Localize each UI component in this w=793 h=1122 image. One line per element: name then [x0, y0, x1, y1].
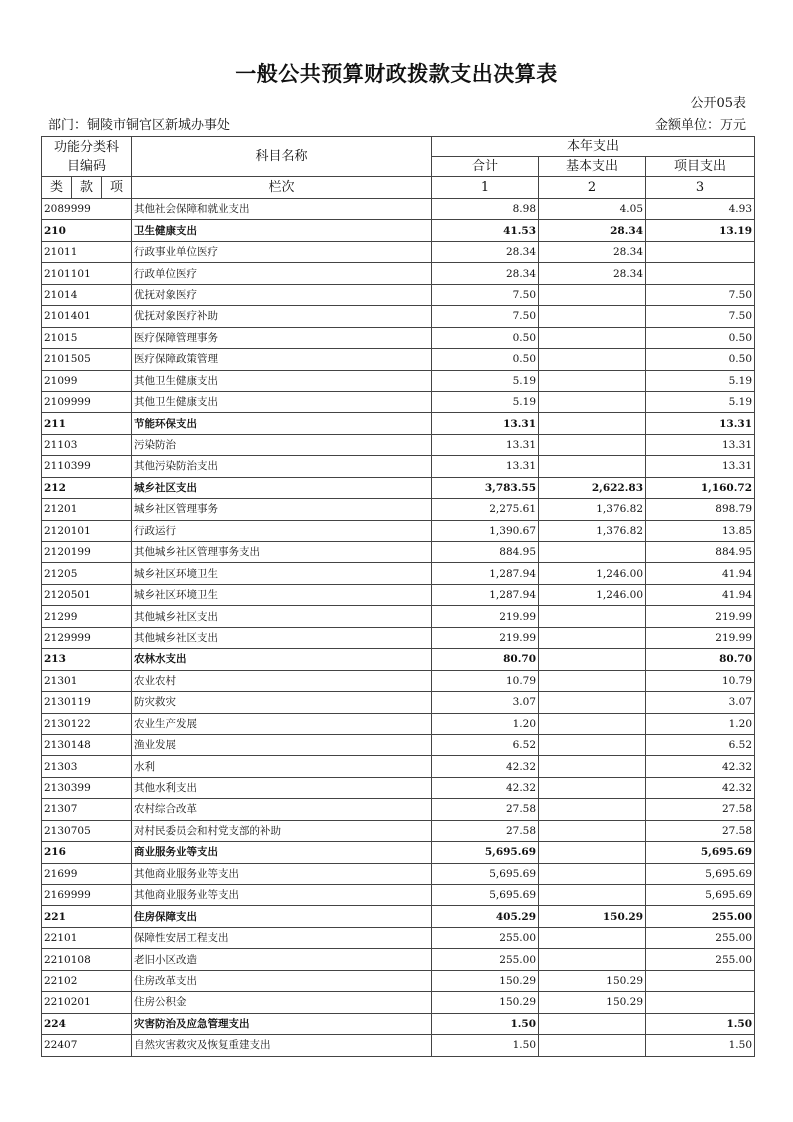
cell-code: 21099	[42, 370, 132, 391]
cell-total: 13.31	[432, 434, 539, 455]
cell-total: 1.50	[432, 1013, 539, 1034]
cell-project: 0.50	[646, 349, 755, 370]
cell-total: 5.19	[432, 370, 539, 391]
cell-total: 13.31	[432, 413, 539, 434]
cell-basic	[539, 606, 646, 627]
table-row	[42, 563, 755, 584]
cell-total: 219.99	[432, 606, 539, 627]
cell-total: 8.98	[432, 199, 539, 220]
page-title: 一般公共预算财政拨款支出决算表	[235, 62, 558, 86]
cell-code: 2130399	[42, 777, 132, 798]
cell-name: 其他污染防治支出	[132, 456, 432, 477]
cell-project: 4.93	[646, 199, 755, 220]
cell-basic	[539, 456, 646, 477]
cell-name: 其他社会保障和就业支出	[132, 199, 432, 220]
cell-code: 21303	[42, 756, 132, 777]
cell-project: 41.94	[646, 584, 755, 605]
cell-total: 80.70	[432, 649, 539, 670]
cell-basic	[539, 670, 646, 691]
cell-basic: 2,622.83	[539, 477, 646, 498]
cell-code: 21011	[42, 241, 132, 262]
table-row	[42, 1035, 755, 1056]
cell-code: 21307	[42, 799, 132, 820]
table-row	[42, 842, 755, 863]
cell-code: 2130705	[42, 820, 132, 841]
cell-total: 42.32	[432, 777, 539, 798]
cell-project: 1.20	[646, 713, 755, 734]
cell-name: 住房保障支出	[132, 906, 432, 927]
cell-basic	[539, 649, 646, 670]
header-current-year: 本年支出	[432, 137, 755, 157]
cell-code: 2130122	[42, 713, 132, 734]
cell-total: 27.58	[432, 820, 539, 841]
cell-project: 255.00	[646, 906, 755, 927]
table-row	[42, 220, 755, 241]
cell-project: 219.99	[646, 627, 755, 648]
cell-project: 5,695.69	[646, 842, 755, 863]
table-row	[42, 627, 755, 648]
header-name: 科目名称	[132, 137, 432, 177]
cell-name: 其他城乡社区支出	[132, 627, 432, 648]
table-row	[42, 542, 755, 563]
cell-basic	[539, 542, 646, 563]
cell-code: 221	[42, 906, 132, 927]
cell-basic	[539, 777, 646, 798]
cell-project: 7.50	[646, 284, 755, 305]
cell-project: 13.31	[646, 456, 755, 477]
cell-basic	[539, 756, 646, 777]
cell-name: 行政运行	[132, 520, 432, 541]
cell-code: 2130148	[42, 734, 132, 755]
table-row	[42, 349, 755, 370]
table-row	[42, 391, 755, 412]
cell-code: 2169999	[42, 885, 132, 906]
cell-basic	[539, 327, 646, 348]
cell-code: 21015	[42, 327, 132, 348]
header-col2: 2	[539, 177, 646, 199]
cell-basic: 1,376.82	[539, 499, 646, 520]
cell-code: 2120101	[42, 520, 132, 541]
cell-project: 80.70	[646, 649, 755, 670]
cell-total: 5,695.69	[432, 885, 539, 906]
cell-total: 2,275.61	[432, 499, 539, 520]
cell-code: 2120199	[42, 542, 132, 563]
cell-project: 255.00	[646, 949, 755, 970]
cell-name: 城乡社区环境卫生	[132, 584, 432, 605]
cell-project: 0.50	[646, 327, 755, 348]
table-row	[42, 456, 755, 477]
cell-basic	[539, 734, 646, 755]
cell-project	[646, 263, 755, 284]
table-row	[42, 670, 755, 691]
cell-basic: 1,246.00	[539, 584, 646, 605]
cell-project: 10.79	[646, 670, 755, 691]
table-row	[42, 992, 755, 1013]
table-row	[42, 756, 755, 777]
cell-total: 41.53	[432, 220, 539, 241]
cell-basic	[539, 306, 646, 327]
cell-basic: 150.29	[539, 970, 646, 991]
header-column-order: 栏次	[132, 177, 432, 199]
cell-code: 22101	[42, 927, 132, 948]
cell-name: 其他水利支出	[132, 777, 432, 798]
cell-name: 优抚对象医疗补助	[132, 306, 432, 327]
cell-basic	[539, 434, 646, 455]
table-row	[42, 520, 755, 541]
cell-project: 884.95	[646, 542, 755, 563]
cell-project: 6.52	[646, 734, 755, 755]
table-row	[42, 799, 755, 820]
cell-total: 5.19	[432, 391, 539, 412]
cell-name: 污染防治	[132, 434, 432, 455]
cell-basic: 150.29	[539, 906, 646, 927]
cell-code: 2109999	[42, 391, 132, 412]
cell-basic	[539, 391, 646, 412]
table-row	[42, 199, 755, 220]
table-row	[42, 906, 755, 927]
cell-name: 城乡社区环境卫生	[132, 563, 432, 584]
cell-basic	[539, 1035, 646, 1056]
table-row	[42, 327, 755, 348]
cell-code: 2129999	[42, 627, 132, 648]
cell-total: 3.07	[432, 692, 539, 713]
cell-total: 150.29	[432, 970, 539, 991]
cell-project	[646, 992, 755, 1013]
cell-name: 其他商业服务业等支出	[132, 863, 432, 884]
table-row	[42, 241, 755, 262]
cell-total: 0.50	[432, 349, 539, 370]
header-project: 项目支出	[646, 157, 755, 177]
cell-name: 农村综合改革	[132, 799, 432, 820]
cell-name: 渔业发展	[132, 734, 432, 755]
table-row	[42, 370, 755, 391]
cell-name: 防灾救灾	[132, 692, 432, 713]
department-label: 部门：铜陵市铜官区新城办事处	[48, 118, 231, 133]
cell-name: 节能环保支出	[132, 413, 432, 434]
cell-name: 其他商业服务业等支出	[132, 885, 432, 906]
cell-total: 255.00	[432, 927, 539, 948]
cell-project: 41.94	[646, 563, 755, 584]
table-row	[42, 263, 755, 284]
cell-project: 13.31	[646, 434, 755, 455]
cell-code: 216	[42, 842, 132, 863]
cell-code: 22102	[42, 970, 132, 991]
cell-total: 10.79	[432, 670, 539, 691]
cell-project: 3.07	[646, 692, 755, 713]
cell-name: 商业服务业等支出	[132, 842, 432, 863]
cell-total: 1.50	[432, 1035, 539, 1056]
table-row	[42, 306, 755, 327]
cell-code: 21103	[42, 434, 132, 455]
form-number: 公开05表	[690, 96, 746, 111]
cell-project: 27.58	[646, 799, 755, 820]
table-row	[42, 649, 755, 670]
cell-basic: 28.34	[539, 263, 646, 284]
cell-code: 212	[42, 477, 132, 498]
cell-basic	[539, 413, 646, 434]
cell-basic	[539, 927, 646, 948]
cell-total: 150.29	[432, 992, 539, 1013]
cell-project: 13.85	[646, 520, 755, 541]
table-row	[42, 777, 755, 798]
cell-project: 1.50	[646, 1013, 755, 1034]
cell-project: 5.19	[646, 370, 755, 391]
cell-code: 21699	[42, 863, 132, 884]
cell-name: 城乡社区支出	[132, 477, 432, 498]
cell-name: 优抚对象医疗	[132, 284, 432, 305]
cell-project: 5,695.69	[646, 863, 755, 884]
cell-code: 211	[42, 413, 132, 434]
cell-name: 老旧小区改造	[132, 949, 432, 970]
cell-code: 2120501	[42, 584, 132, 605]
cell-name: 其他城乡社区支出	[132, 606, 432, 627]
cell-total: 42.32	[432, 756, 539, 777]
cell-name: 农业生产发展	[132, 713, 432, 734]
table-row	[42, 820, 755, 841]
cell-code: 213	[42, 649, 132, 670]
cell-project: 13.19	[646, 220, 755, 241]
table-row	[42, 927, 755, 948]
cell-basic	[539, 820, 646, 841]
cell-basic	[539, 863, 646, 884]
cell-basic	[539, 349, 646, 370]
cell-basic	[539, 1013, 646, 1034]
table-body	[42, 199, 755, 1057]
cell-code: 210	[42, 220, 132, 241]
cell-code: 2089999	[42, 199, 132, 220]
cell-basic	[539, 284, 646, 305]
cell-project: 42.32	[646, 756, 755, 777]
cell-name: 农业农村	[132, 670, 432, 691]
cell-project: 27.58	[646, 820, 755, 841]
cell-total: 1,287.94	[432, 584, 539, 605]
cell-name: 医疗保障管理事务	[132, 327, 432, 348]
cell-name: 卫生健康支出	[132, 220, 432, 241]
cell-project: 42.32	[646, 777, 755, 798]
cell-basic	[539, 949, 646, 970]
cell-project: 5.19	[646, 391, 755, 412]
table-row	[42, 284, 755, 305]
cell-total: 28.34	[432, 241, 539, 262]
cell-basic	[539, 627, 646, 648]
cell-basic	[539, 370, 646, 391]
cell-code: 2210201	[42, 992, 132, 1013]
cell-code: 2210108	[42, 949, 132, 970]
cell-total: 13.31	[432, 456, 539, 477]
table-row	[42, 863, 755, 884]
cell-name: 行政事业单位医疗	[132, 241, 432, 262]
header-total: 合计	[432, 157, 539, 177]
cell-code: 2101101	[42, 263, 132, 284]
cell-basic: 150.29	[539, 992, 646, 1013]
cell-basic	[539, 713, 646, 734]
cell-project: 898.79	[646, 499, 755, 520]
table-row	[42, 584, 755, 605]
table-row	[42, 734, 755, 755]
header-col1: 1	[432, 177, 539, 199]
cell-basic: 1,376.82	[539, 520, 646, 541]
cell-total: 6.52	[432, 734, 539, 755]
cell-project: 255.00	[646, 927, 755, 948]
cell-name: 农林水支出	[132, 649, 432, 670]
table-row	[42, 1013, 755, 1034]
cell-total: 5,695.69	[432, 863, 539, 884]
cell-total: 3,783.55	[432, 477, 539, 498]
cell-code: 2101401	[42, 306, 132, 327]
cell-basic	[539, 885, 646, 906]
cell-total: 7.50	[432, 306, 539, 327]
cell-total: 219.99	[432, 627, 539, 648]
cell-project	[646, 970, 755, 991]
header-basic: 基本支出	[539, 157, 646, 177]
cell-name: 水利	[132, 756, 432, 777]
cell-basic	[539, 692, 646, 713]
unit-label: 金额单位：万元	[654, 118, 746, 133]
cell-total: 1.20	[432, 713, 539, 734]
cell-code: 2130119	[42, 692, 132, 713]
cell-total: 405.29	[432, 906, 539, 927]
header-kuan: 款	[72, 177, 102, 199]
table-row	[42, 413, 755, 434]
cell-total: 27.58	[432, 799, 539, 820]
cell-code: 2101505	[42, 349, 132, 370]
cell-name: 城乡社区管理事务	[132, 499, 432, 520]
cell-total: 1,390.67	[432, 520, 539, 541]
table-row	[42, 949, 755, 970]
cell-name: 自然灾害救灾及恢复重建支出	[132, 1035, 432, 1056]
header-lei: 类	[42, 177, 72, 199]
table-row	[42, 713, 755, 734]
cell-total: 0.50	[432, 327, 539, 348]
cell-project	[646, 241, 755, 262]
table-row	[42, 692, 755, 713]
cell-name: 其他城乡社区管理事务支出	[132, 542, 432, 563]
cell-name: 对村民委员会和村党支部的补助	[132, 820, 432, 841]
cell-total: 1,287.94	[432, 563, 539, 584]
cell-code: 21301	[42, 670, 132, 691]
header-col3: 3	[646, 177, 755, 199]
cell-code: 22407	[42, 1035, 132, 1056]
cell-project: 1,160.72	[646, 477, 755, 498]
cell-name: 其他卫生健康支出	[132, 370, 432, 391]
table-row	[42, 499, 755, 520]
cell-name: 保障性安居工程支出	[132, 927, 432, 948]
expenditure-table	[41, 136, 755, 1057]
cell-basic	[539, 842, 646, 863]
cell-code: 21205	[42, 563, 132, 584]
cell-total: 7.50	[432, 284, 539, 305]
cell-project: 219.99	[646, 606, 755, 627]
cell-name: 住房改革支出	[132, 970, 432, 991]
cell-project: 1.50	[646, 1035, 755, 1056]
cell-total: 28.34	[432, 263, 539, 284]
cell-code: 21201	[42, 499, 132, 520]
cell-name: 其他卫生健康支出	[132, 391, 432, 412]
cell-code: 21299	[42, 606, 132, 627]
cell-basic: 4.05	[539, 199, 646, 220]
table-row	[42, 477, 755, 498]
cell-name: 行政单位医疗	[132, 263, 432, 284]
header-code-group: 功能分类科目编码	[42, 137, 132, 177]
cell-basic: 28.34	[539, 220, 646, 241]
cell-basic: 1,246.00	[539, 563, 646, 584]
cell-total: 884.95	[432, 542, 539, 563]
table-row	[42, 606, 755, 627]
cell-basic: 28.34	[539, 241, 646, 262]
cell-project: 7.50	[646, 306, 755, 327]
table-row	[42, 434, 755, 455]
cell-project: 13.31	[646, 413, 755, 434]
cell-name: 医疗保障政策管理	[132, 349, 432, 370]
cell-code: 21014	[42, 284, 132, 305]
cell-name: 灾害防治及应急管理支出	[132, 1013, 432, 1034]
cell-basic	[539, 799, 646, 820]
cell-project: 5,695.69	[646, 885, 755, 906]
cell-total: 5,695.69	[432, 842, 539, 863]
header-xiang: 项	[102, 177, 132, 199]
cell-total: 255.00	[432, 949, 539, 970]
cell-code: 224	[42, 1013, 132, 1034]
cell-code: 2110399	[42, 456, 132, 477]
table-row	[42, 970, 755, 991]
cell-name: 住房公积金	[132, 992, 432, 1013]
table-row	[42, 885, 755, 906]
